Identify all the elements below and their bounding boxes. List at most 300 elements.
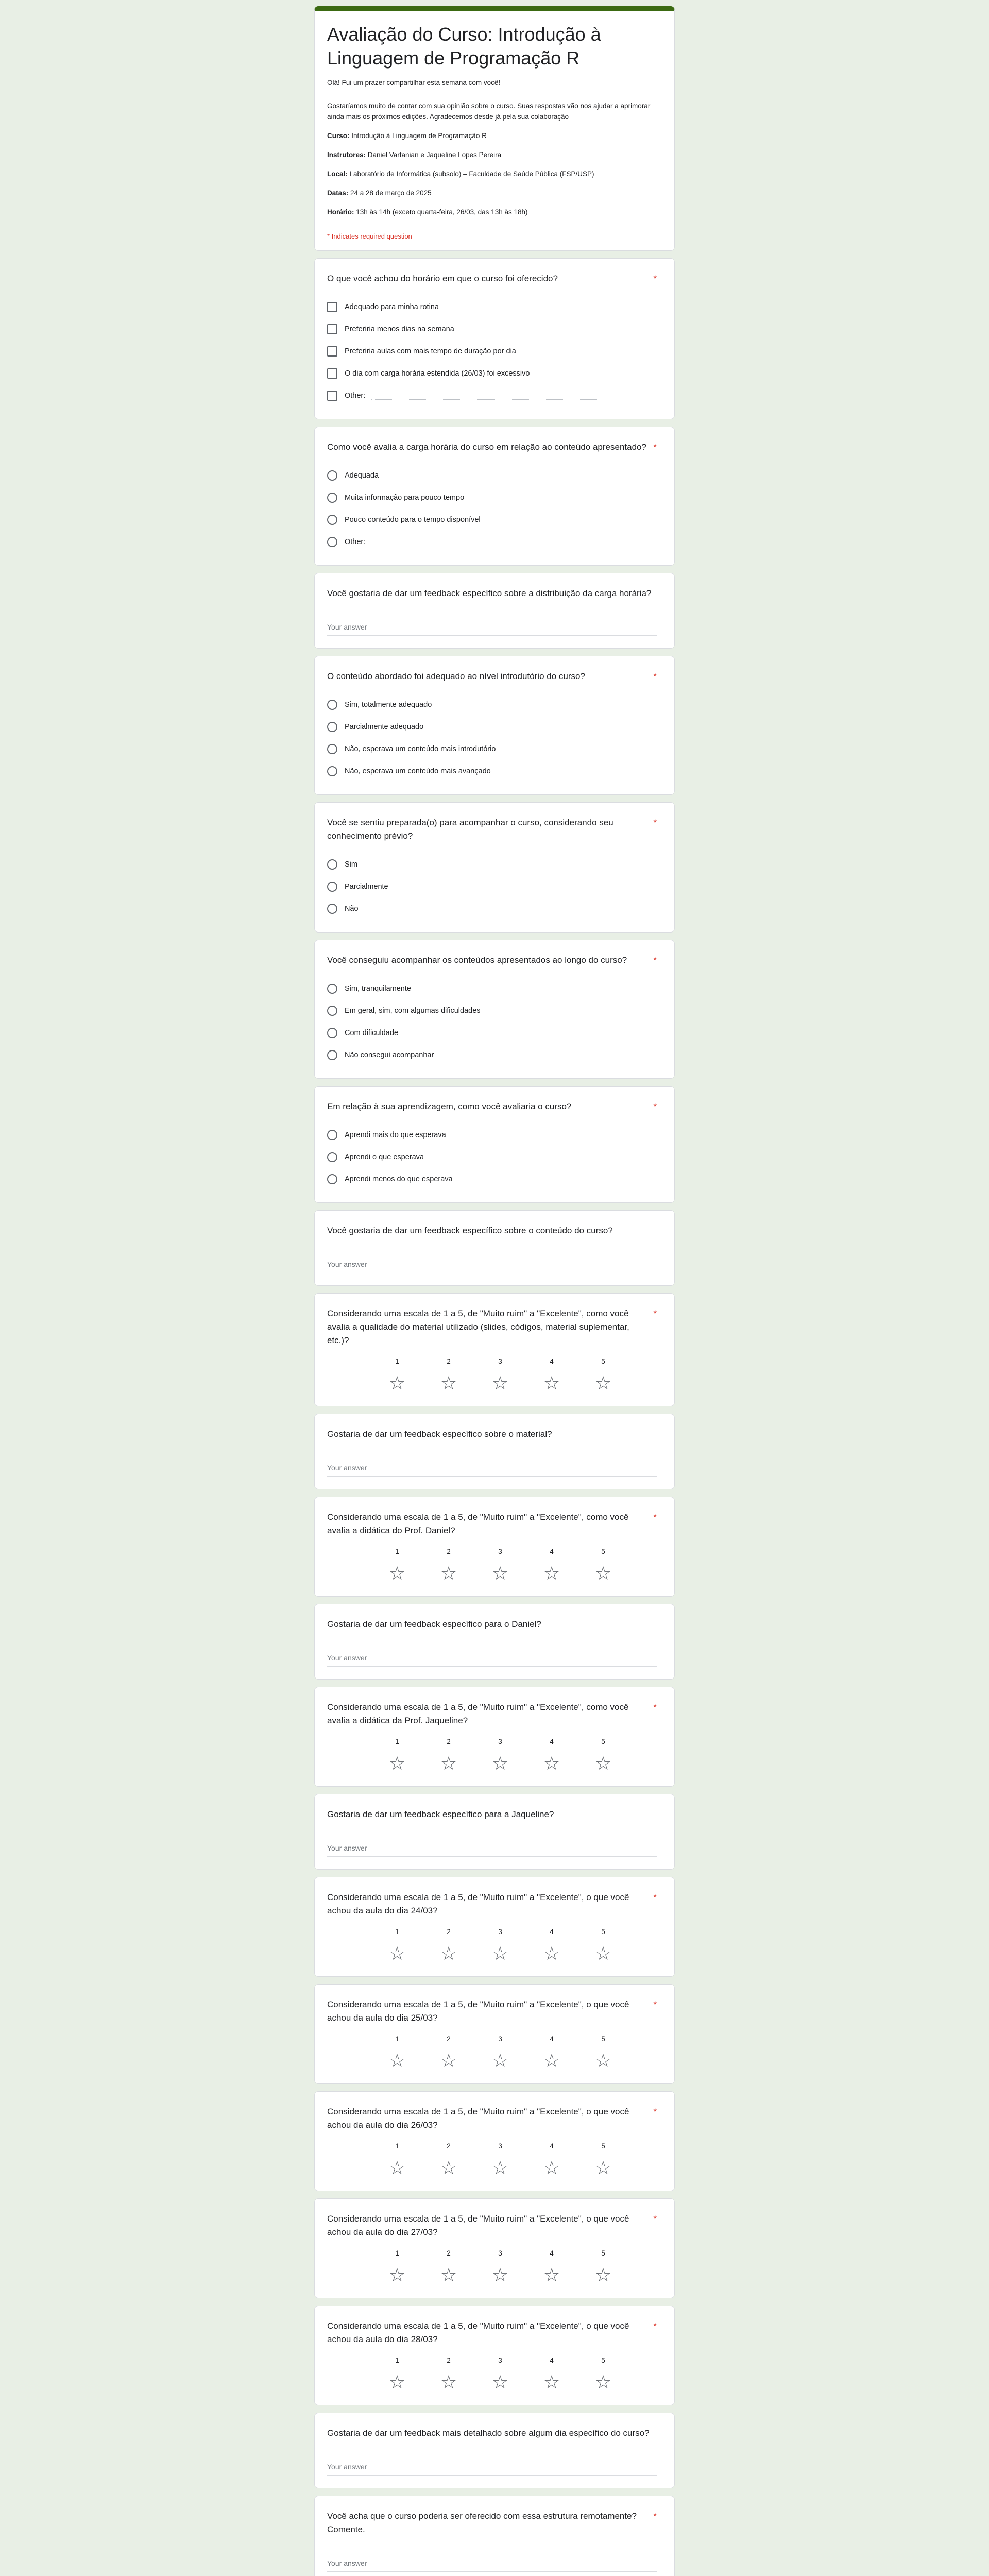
option-label: Sim — [345, 860, 357, 869]
rating-number: 2 — [447, 1358, 451, 1365]
radio-option[interactable] — [327, 853, 662, 875]
rating-option[interactable] — [423, 1548, 474, 1584]
checkbox-option[interactable] — [327, 296, 662, 318]
rating-number: 5 — [601, 2035, 605, 2043]
rating-option[interactable] — [526, 1928, 577, 1964]
question-text: Gostaria de dar um feedback específico sobre o material? — [327, 1429, 552, 1439]
rating-number: 4 — [550, 1548, 554, 1555]
rating-number: 1 — [395, 1738, 399, 1745]
star-rating — [371, 2142, 662, 2178]
radio-button[interactable] — [327, 1174, 337, 1184]
radio-button[interactable] — [327, 882, 337, 892]
question-card — [314, 2413, 675, 2488]
rating-option[interactable] — [474, 2035, 526, 2071]
short-answer-input[interactable]: Your answer — [327, 2463, 657, 2476]
star-icon[interactable]: ☆ — [543, 1372, 560, 1394]
radio-option[interactable] — [327, 897, 662, 920]
rating-option[interactable] — [423, 2035, 474, 2071]
option-label: O dia com carga horária estendida (26/03) foi excessivo — [345, 369, 530, 378]
question-text: Considerando uma escala de 1 a 5, de "Muito ruim" a "Excelente", o que você achou da aula do dia 27/03? — [327, 2214, 629, 2237]
question-text: Considerando uma escala de 1 a 5, de "Muito ruim" a "Excelente", como você avalia a didática da Prof. Jaqueline? — [327, 1702, 629, 1725]
rating-number: 5 — [601, 1358, 605, 1365]
rating-option[interactable] — [577, 2142, 629, 2178]
star-icon[interactable]: ☆ — [543, 1753, 560, 1774]
rating-number: 3 — [498, 2249, 502, 2257]
rating-option[interactable] — [474, 2142, 526, 2178]
question-title — [327, 1618, 662, 1631]
checkbox-option[interactable] — [327, 384, 662, 406]
rating-option[interactable] — [423, 1358, 474, 1394]
rating-number: 2 — [447, 1928, 451, 1936]
question-title — [327, 2510, 662, 2536]
star-icon[interactable]: ☆ — [440, 1943, 457, 1964]
star-icon[interactable]: ☆ — [491, 1563, 509, 1584]
question-card — [314, 1414, 675, 1489]
location-line: Local: Laboratório de Informática (subsolo) – Faculdade de Saúde Pública (FSP/USP) — [327, 170, 594, 178]
question-card — [314, 1604, 675, 1680]
question-card — [314, 258, 675, 419]
radio-option[interactable] — [327, 716, 662, 738]
radio-button[interactable] — [327, 537, 337, 547]
star-rating — [371, 1358, 662, 1394]
star-icon[interactable]: ☆ — [543, 2050, 560, 2071]
question-text: Considerando uma escala de 1 a 5, de "Muito ruim" a "Excelente", o que você achou da aula do dia 26/03? — [327, 2107, 629, 2130]
question-card — [314, 573, 675, 649]
star-rating — [371, 1928, 662, 1964]
star-icon[interactable]: ☆ — [543, 1943, 560, 1964]
rating-number: 2 — [447, 2357, 451, 2364]
option-label: Preferiria menos dias na semana — [345, 325, 454, 333]
checkbox-option[interactable] — [327, 340, 662, 362]
rating-number: 1 — [395, 1928, 399, 1936]
question-text: Como você avalia a carga horária do curso em relação ao conteúdo apresentado? — [327, 442, 646, 452]
radio-option[interactable] — [327, 760, 662, 782]
rating-option[interactable] — [474, 1738, 526, 1774]
rating-option[interactable] — [371, 1548, 423, 1584]
rating-option[interactable] — [577, 1928, 629, 1964]
question-card — [314, 1497, 675, 1597]
question-card — [314, 1086, 675, 1203]
question-title — [327, 2427, 662, 2440]
option-label: Sim, totalmente adequado — [345, 700, 432, 709]
question-card — [314, 2198, 675, 2298]
star-icon[interactable]: ☆ — [440, 2371, 457, 2393]
question-card — [314, 2496, 675, 2576]
question-text: O conteúdo abordado foi adequado ao nível introdutório do curso? — [327, 671, 585, 681]
rating-number: 4 — [550, 1738, 554, 1745]
question-title — [327, 587, 662, 600]
question-title — [327, 670, 662, 683]
short-answer-input[interactable]: Your answer — [327, 623, 657, 636]
star-icon[interactable]: ☆ — [543, 2157, 560, 2178]
rating-option[interactable] — [474, 2249, 526, 2285]
course-line: Curso: Introdução à Linguagem de Programação R — [327, 132, 487, 140]
rating-number: 4 — [550, 2249, 554, 2257]
star-icon[interactable]: ☆ — [594, 1753, 612, 1774]
form-intro: Olá! Fui um prazer compartilhar esta semana com você! — [327, 79, 501, 87]
star-icon[interactable]: ☆ — [543, 2264, 560, 2285]
rating-option[interactable] — [577, 1548, 629, 1584]
form-column — [314, 6, 675, 2576]
radio-button[interactable] — [327, 904, 337, 914]
question-title — [327, 1224, 662, 1238]
star-icon[interactable]: ☆ — [388, 2157, 406, 2178]
rating-option[interactable] — [526, 2142, 577, 2178]
radio-group — [327, 464, 662, 553]
rating-number: 4 — [550, 2035, 554, 2043]
option-label: Parcialmente — [345, 882, 388, 891]
rating-option[interactable] — [526, 2035, 577, 2071]
radio-button[interactable] — [327, 859, 337, 870]
radio-option[interactable] — [327, 531, 662, 553]
radio-button[interactable] — [327, 493, 337, 503]
rating-number: 3 — [498, 2035, 502, 2043]
rating-option[interactable] — [526, 1548, 577, 1584]
question-card — [314, 1794, 675, 1870]
option-label: Não — [345, 904, 359, 913]
star-icon[interactable]: ☆ — [440, 1753, 457, 1774]
checkbox[interactable] — [327, 346, 337, 357]
radio-option[interactable] — [327, 1044, 662, 1066]
question-title — [327, 440, 662, 454]
required-asterisk: * — [653, 955, 657, 965]
question-card — [314, 1293, 675, 1406]
star-rating — [371, 1548, 662, 1584]
star-rating — [371, 2035, 662, 2071]
star-icon[interactable]: ☆ — [491, 1372, 509, 1394]
star-icon[interactable]: ☆ — [388, 1943, 406, 1964]
option-label: Other: — [345, 391, 366, 400]
rating-option[interactable] — [526, 1738, 577, 1774]
rating-option[interactable] — [474, 1928, 526, 1964]
star-icon[interactable]: ☆ — [594, 1563, 612, 1584]
rating-option[interactable] — [423, 2142, 474, 2178]
star-icon[interactable]: ☆ — [491, 2050, 509, 2071]
option-label: Não, esperava um conteúdo mais avançado — [345, 767, 491, 775]
star-icon[interactable]: ☆ — [388, 1563, 406, 1584]
question-card — [314, 802, 675, 933]
radio-option[interactable] — [327, 509, 662, 531]
checkbox[interactable] — [327, 368, 337, 379]
rating-number: 3 — [498, 1548, 502, 1555]
radio-group — [327, 1124, 662, 1190]
radio-option[interactable] — [327, 977, 662, 999]
question-title — [327, 272, 662, 285]
radio-option[interactable] — [327, 486, 662, 509]
questions-list — [314, 258, 675, 2576]
question-card — [314, 2306, 675, 2405]
star-icon[interactable]: ☆ — [491, 2157, 509, 2178]
star-icon[interactable]: ☆ — [491, 1753, 509, 1774]
question-title — [327, 1808, 662, 1821]
rating-option[interactable] — [474, 1358, 526, 1394]
rating-option[interactable] — [474, 1548, 526, 1584]
required-asterisk: * — [653, 818, 657, 827]
rating-number: 2 — [447, 1548, 451, 1555]
rating-number: 2 — [447, 1738, 451, 1745]
question-text: Em relação à sua aprendizagem, como você avaliaria o curso? — [327, 1101, 572, 1111]
question-title — [327, 1891, 662, 1918]
star-icon[interactable]: ☆ — [388, 2050, 406, 2071]
form-title: Avaliação do Curso: Introdução à Linguagem de Programação R — [327, 24, 601, 69]
question-card — [314, 427, 675, 566]
star-icon[interactable]: ☆ — [440, 1563, 457, 1584]
question-text: Você gostaria de dar um feedback específico sobre a distribuição da carga horária? — [327, 588, 652, 598]
question-card — [314, 1687, 675, 1787]
question-card — [314, 2091, 675, 2191]
rating-option[interactable] — [371, 2357, 423, 2393]
rating-number: 4 — [550, 2142, 554, 2150]
question-text: Você gostaria de dar um feedback específico sobre o conteúdo do curso? — [327, 1226, 613, 1235]
question-text: Considerando uma escala de 1 a 5, de "Muito ruim" a "Excelente", o que você achou da aula do dia 28/03? — [327, 2321, 629, 2344]
option-label: Não, esperava um conteúdo mais introdutório — [345, 744, 496, 753]
form-description — [327, 77, 662, 217]
radio-group — [327, 693, 662, 782]
required-asterisk: * — [653, 1892, 657, 1902]
rating-number: 2 — [447, 2142, 451, 2150]
option-label: Aprendi menos do que esperava — [345, 1175, 453, 1183]
question-title — [327, 1701, 662, 1727]
form-header-card — [314, 6, 675, 251]
radio-option[interactable] — [327, 738, 662, 760]
star-icon[interactable]: ☆ — [440, 2157, 457, 2178]
rating-option[interactable] — [577, 2035, 629, 2071]
rating-number: 1 — [395, 1548, 399, 1555]
rating-number: 5 — [601, 1928, 605, 1936]
dates-line: Datas: 24 a 28 de março de 2025 — [327, 189, 432, 197]
checkbox[interactable] — [327, 302, 337, 312]
question-card — [314, 1210, 675, 1286]
rating-option[interactable] — [577, 1738, 629, 1774]
short-answer-input[interactable]: Your answer — [327, 1260, 657, 1273]
rating-number: 2 — [447, 2035, 451, 2043]
star-icon[interactable]: ☆ — [388, 1753, 406, 1774]
option-label: Aprendi o que esperava — [345, 1153, 424, 1161]
star-icon[interactable]: ☆ — [388, 2371, 406, 2393]
checkbox[interactable] — [327, 324, 337, 334]
rating-number: 4 — [550, 1928, 554, 1936]
other-text-input[interactable] — [371, 538, 608, 546]
short-answer-input[interactable]: Your answer — [327, 1844, 657, 1857]
star-icon[interactable]: ☆ — [543, 1563, 560, 1584]
question-card — [314, 1984, 675, 2084]
question-title — [327, 1307, 662, 1347]
rating-number: 3 — [498, 1928, 502, 1936]
required-asterisk: * — [653, 1309, 657, 1318]
question-title — [327, 1100, 662, 1113]
radio-button[interactable] — [327, 1152, 337, 1162]
question-title — [327, 1511, 662, 1537]
option-label: Pouco conteúdo para o tempo disponível — [345, 515, 481, 524]
question-text: Gostaria de dar um feedback mais detalhado sobre algum dia específico do curso? — [327, 2428, 650, 2438]
rating-number: 1 — [395, 2142, 399, 2150]
rating-option[interactable] — [371, 1358, 423, 1394]
required-note: * Indicates required question — [327, 232, 412, 240]
question-text: Você se sentiu preparada(o) para acompanhar o curso, considerando seu conhecimento prévio? — [327, 818, 613, 841]
star-icon[interactable]: ☆ — [594, 1372, 612, 1394]
star-icon[interactable]: ☆ — [440, 2264, 457, 2285]
rating-number: 1 — [395, 2035, 399, 2043]
required-asterisk: * — [653, 1702, 657, 1712]
option-label: Parcialmente adequado — [345, 722, 424, 731]
form-body: Gostaríamos muito de contar com sua opinião sobre o curso. Suas respostas vão nos ajudar a aprimorar ainda mais os próximos edições. Agradecemos desde já pela sua colaboração — [327, 102, 651, 121]
other-text-input[interactable] — [371, 392, 608, 400]
time-line: Horário: 13h às 14h (exceto quarta-feira, 26/03, das 13h às 18h) — [327, 208, 528, 216]
checkbox-option[interactable] — [327, 362, 662, 384]
required-asterisk: * — [653, 2107, 657, 2116]
star-icon[interactable]: ☆ — [440, 2050, 457, 2071]
required-asterisk: * — [653, 671, 657, 681]
short-answer-input[interactable]: Your answer — [327, 1464, 657, 1477]
rating-option[interactable] — [423, 1928, 474, 1964]
option-label: Adequada — [345, 471, 379, 480]
rating-number: 3 — [498, 1358, 502, 1365]
question-text: Considerando uma escala de 1 a 5, de "Muito ruim" a "Excelente", como você avalia a qualidade do material utilizado (slides, códigos, material suplementar, etc.)? — [327, 1309, 629, 1345]
option-label: Aprendi mais do que esperava — [345, 1130, 446, 1139]
required-asterisk: * — [653, 1999, 657, 2009]
rating-option[interactable] — [371, 2035, 423, 2071]
radio-button[interactable] — [327, 1028, 337, 1038]
option-label: Muita informação para pouco tempo — [345, 493, 465, 502]
radio-button[interactable] — [327, 1130, 337, 1140]
star-icon[interactable]: ☆ — [594, 2371, 612, 2393]
rating-option[interactable] — [577, 1358, 629, 1394]
radio-button[interactable] — [327, 766, 337, 776]
question-card — [314, 1877, 675, 1977]
radio-group — [327, 977, 662, 1066]
radio-button[interactable] — [327, 744, 337, 754]
short-answer-input[interactable]: Your answer — [327, 2559, 657, 2572]
radio-button[interactable] — [327, 1050, 337, 1060]
short-answer-input[interactable]: Your answer — [327, 1654, 657, 1667]
question-title — [327, 1428, 662, 1441]
radio-option[interactable] — [327, 1168, 662, 1190]
star-rating — [371, 2249, 662, 2285]
question-text: Gostaria de dar um feedback específico para a Jaqueline? — [327, 1809, 554, 1819]
rating-option[interactable] — [423, 2357, 474, 2393]
rating-option[interactable] — [526, 2249, 577, 2285]
radio-button[interactable] — [327, 515, 337, 525]
required-asterisk: * — [653, 274, 657, 283]
question-title — [327, 816, 662, 843]
rating-number: 5 — [601, 2249, 605, 2257]
radio-option[interactable] — [327, 1124, 662, 1146]
radio-option[interactable] — [327, 875, 662, 897]
question-title — [327, 2105, 662, 2132]
rating-option[interactable] — [577, 2249, 629, 2285]
radio-button[interactable] — [327, 984, 337, 994]
radio-option[interactable] — [327, 1022, 662, 1044]
question-text: O que você achou do horário em que o curso foi oferecido? — [327, 274, 558, 283]
instructors-line: Instrutores: Daniel Vartanian e Jaqueline Lopes Pereira — [327, 151, 502, 159]
rating-number: 1 — [395, 1358, 399, 1365]
star-icon[interactable]: ☆ — [543, 2371, 560, 2393]
radio-option[interactable] — [327, 464, 662, 486]
rating-number: 5 — [601, 1738, 605, 1745]
star-icon[interactable]: ☆ — [491, 2264, 509, 2285]
rating-option[interactable] — [577, 2357, 629, 2393]
rating-number: 5 — [601, 2142, 605, 2150]
star-icon[interactable]: ☆ — [594, 2050, 612, 2071]
rating-option[interactable] — [474, 2357, 526, 2393]
radio-option[interactable] — [327, 999, 662, 1022]
checkbox[interactable] — [327, 391, 337, 401]
rating-option[interactable] — [371, 1738, 423, 1774]
rating-number: 3 — [498, 2142, 502, 2150]
option-label: Em geral, sim, com algumas dificuldades — [345, 1006, 481, 1015]
rating-number: 5 — [601, 1548, 605, 1555]
rating-option[interactable] — [526, 2357, 577, 2393]
option-label: Não consegui acompanhar — [345, 1050, 434, 1059]
rating-option[interactable] — [371, 1928, 423, 1964]
radio-button[interactable] — [327, 470, 337, 481]
question-text: Considerando uma escala de 1 a 5, de "Muito ruim" a "Excelente", o que você achou da aula do dia 25/03? — [327, 1999, 629, 2023]
star-icon[interactable]: ☆ — [594, 1943, 612, 1964]
question-card — [314, 656, 675, 795]
rating-option[interactable] — [423, 2249, 474, 2285]
question-title — [327, 2212, 662, 2239]
question-card — [314, 940, 675, 1079]
star-icon[interactable]: ☆ — [594, 2264, 612, 2285]
question-title — [327, 954, 662, 967]
question-text: Você conseguiu acompanhar os conteúdos apresentados ao longo do curso? — [327, 955, 627, 965]
option-label: Sim, tranquilamente — [345, 984, 411, 993]
question-text: Gostaria de dar um feedback específico para o Daniel? — [327, 1619, 541, 1629]
rating-number: 4 — [550, 2357, 554, 2364]
radio-button[interactable] — [327, 722, 337, 732]
required-asterisk: * — [653, 2214, 657, 2224]
required-asterisk: * — [653, 2321, 657, 2331]
question-title — [327, 1998, 662, 2025]
question-text: Considerando uma escala de 1 a 5, de "Muito ruim" a "Excelente", o que você achou da aula do dia 24/03? — [327, 1892, 629, 1916]
star-icon[interactable]: ☆ — [594, 2157, 612, 2178]
star-rating — [371, 2357, 662, 2393]
radio-option[interactable] — [327, 1146, 662, 1168]
question-title — [327, 2319, 662, 2346]
question-text: Você acha que o curso poderia ser oferecido com essa estrutura remotamente? Comente. — [327, 2511, 637, 2534]
rating-number: 2 — [447, 2249, 451, 2257]
radio-button[interactable] — [327, 700, 337, 710]
star-icon[interactable]: ☆ — [491, 2371, 509, 2393]
rating-option[interactable] — [423, 1738, 474, 1774]
rating-number: 4 — [550, 1358, 554, 1365]
radio-button[interactable] — [327, 1006, 337, 1016]
star-rating — [371, 1738, 662, 1774]
rating-option[interactable] — [526, 1358, 577, 1394]
rating-option[interactable] — [371, 2249, 423, 2285]
checkbox-group — [327, 296, 662, 406]
option-label: Other: — [345, 537, 366, 546]
required-asterisk: * — [653, 1101, 657, 1111]
option-label: Adequado para minha rotina — [345, 302, 439, 311]
question-text: Considerando uma escala de 1 a 5, de "Muito ruim" a "Excelente", como você avalia a didática do Prof. Daniel? — [327, 1512, 629, 1535]
star-icon[interactable]: ☆ — [388, 2264, 406, 2285]
rating-number: 1 — [395, 2357, 399, 2364]
rating-number: 5 — [601, 2357, 605, 2364]
checkbox-option[interactable] — [327, 318, 662, 340]
rating-option[interactable] — [371, 2142, 423, 2178]
option-label: Com dificuldade — [345, 1028, 398, 1037]
required-asterisk: * — [653, 1512, 657, 1522]
star-icon[interactable]: ☆ — [388, 1372, 406, 1394]
radio-group — [327, 853, 662, 920]
star-icon[interactable]: ☆ — [491, 1943, 509, 1964]
required-asterisk: * — [653, 442, 657, 452]
rating-number: 3 — [498, 2357, 502, 2364]
star-icon[interactable]: ☆ — [440, 1372, 457, 1394]
radio-option[interactable] — [327, 693, 662, 716]
required-asterisk: * — [653, 2511, 657, 2521]
